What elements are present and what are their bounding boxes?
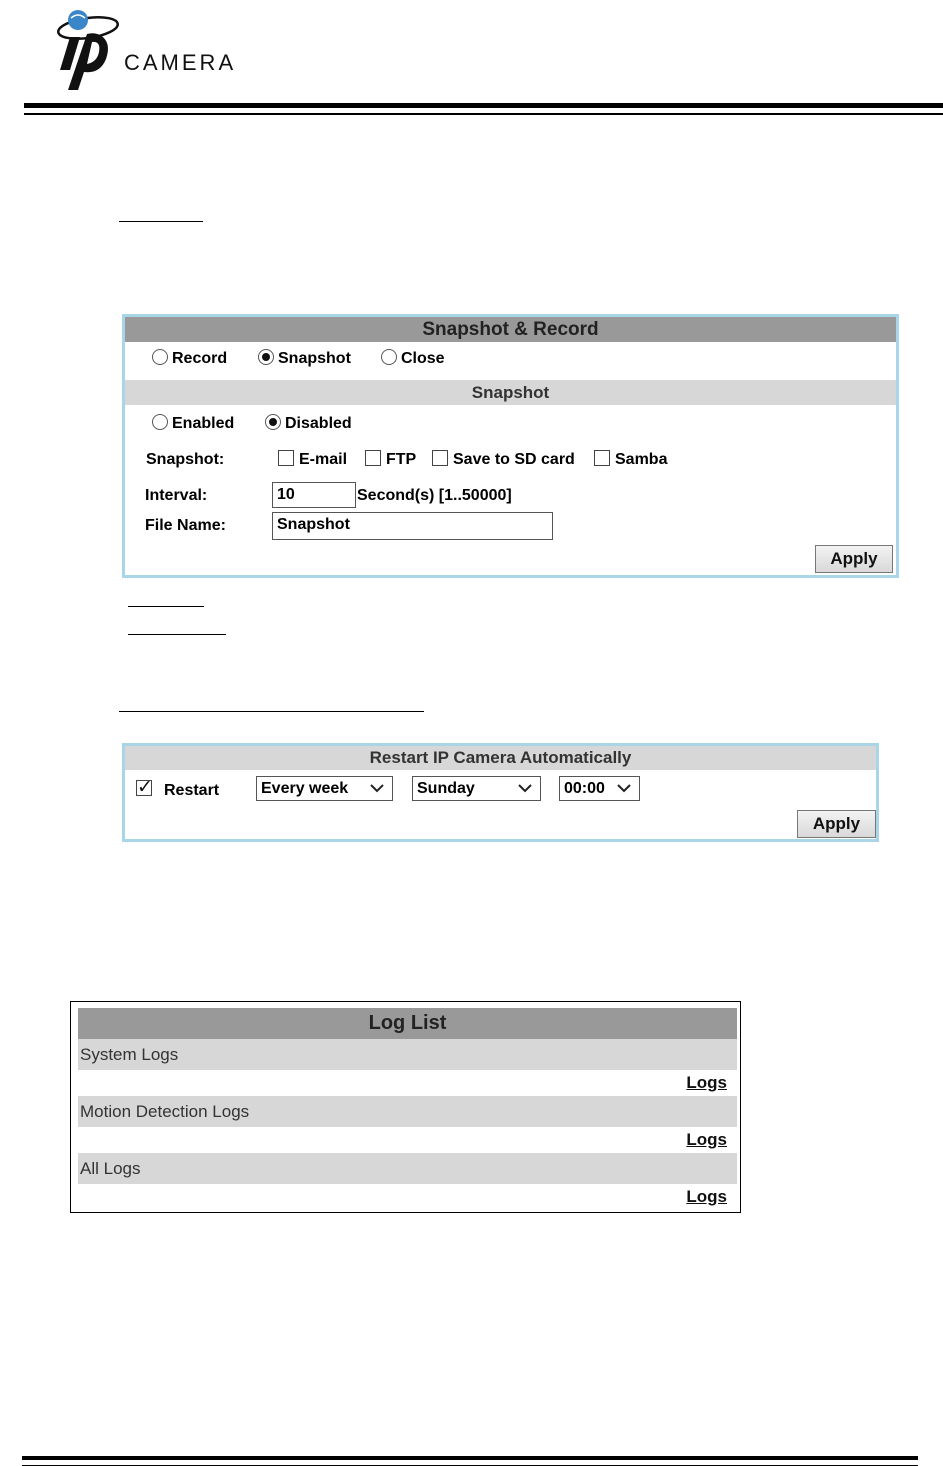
time-select[interactable] <box>559 776 640 801</box>
section-title: Snapshot <box>125 380 896 405</box>
log-link-row <box>78 1127 737 1153</box>
checkbox-icon[interactable] <box>278 450 294 466</box>
radio-label: Record <box>172 350 228 367</box>
apply-button[interactable]: Apply <box>815 545 893 573</box>
restart-panel-title: Restart IP Camera Automatically <box>125 746 876 770</box>
select-value: 00:00 <box>564 780 605 797</box>
snapshot-targets-label: Snapshot: <box>146 451 225 468</box>
heading-underline <box>128 634 226 635</box>
heading-underline <box>119 711 424 712</box>
mode-radio-record[interactable] <box>152 349 227 368</box>
interval-unit: Second(s) [1..50000] <box>357 487 512 504</box>
snapshot-record-panel <box>122 314 899 578</box>
checkbox-label: FTP <box>386 451 417 468</box>
radio-label: Enabled <box>172 415 235 432</box>
frequency-select[interactable] <box>256 776 393 801</box>
log-category: Motion Detection Logs <box>78 1096 737 1127</box>
radio-label: Close <box>401 350 445 367</box>
log-link-row <box>78 1070 737 1096</box>
system-logs-link[interactable]: Logs <box>686 1073 727 1092</box>
panel-title: Snapshot & Record <box>125 317 896 342</box>
header-rule <box>24 103 943 108</box>
chevron-down-icon <box>518 781 532 795</box>
log-category: System Logs <box>78 1039 737 1070</box>
mode-radio-snapshot[interactable] <box>258 349 351 368</box>
target-ftp-checkbox[interactable] <box>365 450 416 469</box>
filename-input[interactable]: Snapshot <box>272 512 553 540</box>
interval-label: Interval: <box>145 487 208 504</box>
radio-icon[interactable] <box>381 349 397 365</box>
logo-word: CAMERA <box>124 50 237 75</box>
log-link-row <box>78 1184 737 1210</box>
checkbox-icon[interactable] <box>365 450 381 466</box>
checkbox-label: Save to SD card <box>453 451 575 468</box>
radio-icon[interactable] <box>152 414 168 430</box>
target-sd-checkbox[interactable] <box>432 450 575 469</box>
motion-logs-link[interactable]: Logs <box>686 1130 727 1149</box>
mode-radio-close[interactable] <box>381 349 445 368</box>
radio-label: Snapshot <box>278 350 351 367</box>
target-samba-checkbox[interactable] <box>594 450 667 469</box>
apply-button[interactable]: Apply <box>797 810 876 838</box>
restart-panel <box>122 743 879 842</box>
radio-icon[interactable] <box>152 349 168 365</box>
checkbox-label: E-mail <box>299 451 348 468</box>
interval-input[interactable]: 10 <box>272 482 356 508</box>
log-list-title: Log List <box>78 1008 737 1039</box>
checkbox-icon[interactable] <box>136 780 152 796</box>
select-value: Sunday <box>417 780 475 797</box>
chevron-down-icon <box>370 781 384 795</box>
all-logs-link[interactable]: Logs <box>686 1187 727 1206</box>
footer-rule <box>22 1456 918 1460</box>
log-list-panel <box>70 1001 741 1213</box>
logo <box>40 4 300 96</box>
select-value: Every week <box>261 780 349 797</box>
radio-icon[interactable] <box>258 349 274 365</box>
radio-icon[interactable] <box>265 414 281 430</box>
log-category: All Logs <box>78 1153 737 1184</box>
filename-label: File Name: <box>145 517 226 534</box>
header-rule-thin <box>24 113 943 115</box>
target-email-checkbox[interactable] <box>278 450 347 469</box>
checkbox-icon[interactable] <box>432 450 448 466</box>
state-radio-enabled[interactable] <box>152 414 234 433</box>
checkbox-label: Samba <box>615 451 668 468</box>
chevron-down-icon <box>617 781 631 795</box>
state-radio-disabled[interactable] <box>265 414 352 433</box>
heading-underline <box>119 221 203 222</box>
radio-label: Disabled <box>285 415 352 432</box>
checkbox-icon[interactable] <box>594 450 610 466</box>
heading-underline <box>128 606 204 607</box>
restart-checkbox[interactable] <box>136 780 157 799</box>
restart-label: Restart <box>164 782 220 799</box>
day-select[interactable] <box>412 776 541 801</box>
